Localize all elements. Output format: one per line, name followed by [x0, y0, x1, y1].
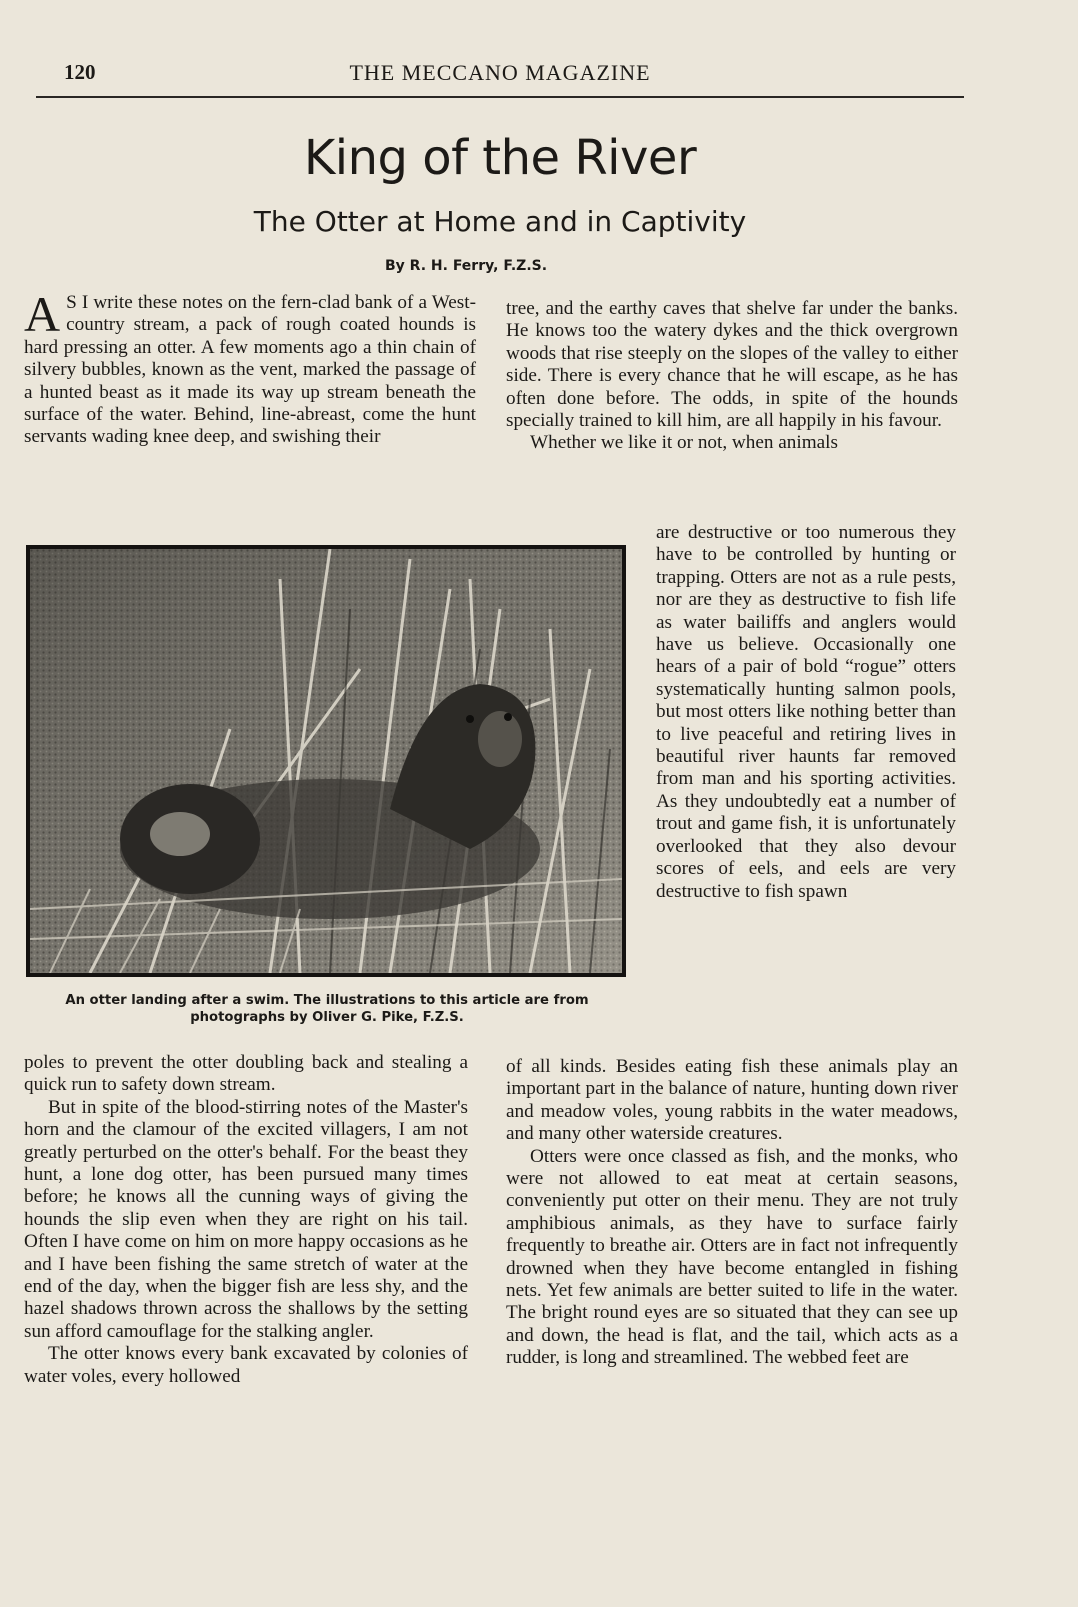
caption-line-2: photographs by Oliver G. Pike, F.Z.S. — [190, 1010, 464, 1025]
otter-photo — [26, 545, 626, 977]
paragraph: are destructive or too numerous they have to be controlled by hunting or trapping. Otters are not as a rule pests, nor are they as destructive to fish life as water bailiffs and anglers would have us believe. Occasionally one hears of a pair of bold “rogue” otters systematically hunting salmon pools, but most otters like nothing better than to live peaceful and retiring lives in beautiful river haunts far removed from man and his sporting activities. As they undoubtedly eat a number of trout and game fish, it is unfortunately overlooked that they also devour scores of eels, and eels are very destructive to fish spawn — [656, 522, 956, 902]
otter-photo-icon — [30, 549, 622, 973]
paragraph: Otters were once classed as fish, and the monks, who were not allowed to eat meat at certain seasons, conveniently put otter on their menu. They are not truly amphibious animals, as they have to surface fairly frequently to breathe air. Otters are in fact not infrequently drowned when they have become entangled in fishing nets. Yet few animals are better suited to life in the water. The bright round eyes are so situated that they can see up and down, the head is flat, and the tail, which acts as a rudder, is long and streamlined. The webbed feet are — [506, 1145, 958, 1369]
opening-text: S I write these notes on the fern-clad bank of a West-country stream, a pack of rough coated hounds is hard pressing an otter. A few moments ago a thin chain of silvery bubbles, known as the vent, marked the passage of a hunted beast as it made its way up stream beneath the surface of the water. Behind, line-abreast, come the hunt servants wading knee deep, and swishing their — [24, 292, 476, 448]
paragraph: The otter knows every bank excavated by colonies of water voles, every hollowed — [24, 1343, 468, 1387]
paragraph: But in spite of the blood-stirring notes of the Master's horn and the clamour of the excited villagers, I am not greatly perturbed on the otter's behalf. For the beast they hunt, a lone dog otter, has been pursued many times before; he knows all the cunning ways of giving the hounds the slip even when they are right on his tail. Often I have come on him on more happy occasions as he and I have been fishing the same stretch of water at the end of the day, when the bigger fish are less shy, and the hazel shadows thrown across the shallows by the setting sun afford camouflage for the stalking angler. — [24, 1096, 468, 1342]
article-title: King of the River — [303, 130, 697, 186]
article-subtitle: The Otter at Home and in Captivity — [253, 205, 747, 238]
magazine-title: THE MECCANO MAGAZINE — [349, 60, 651, 85]
paragraph: poles to prevent the otter doubling back and stealing a quick run to safety down stream. — [24, 1052, 468, 1096]
paragraph: of all kinds. Besides eating fish these animals play an important part in the balance of nature, hunting down river and meadow voles, young rabbits in the water meadows, and many other waterside creatures. — [506, 1056, 958, 1145]
byline: By R. H. Ferry, F.Z.S. — [385, 258, 548, 274]
column-left-top — [24, 286, 476, 449]
paragraph: Whether we like it or not, when animals — [530, 432, 838, 454]
photo-caption — [22, 992, 632, 1026]
opening-paragraph — [24, 286, 476, 449]
column-right-narrow — [656, 522, 956, 903]
column-left-bottom — [24, 1052, 468, 1388]
drop-cap: A — [24, 286, 61, 342]
paragraph: tree, and the earthy caves that shelve far under the banks. He knows too the watery dykes and the thick overgrown woods that rise steeply on the slopes of the valley to either side. There is every chance that he will escape, as he has often done before. The odds, in spite of the hounds specially trained to kill him, are all happily in his favour. — [506, 298, 958, 432]
caption-line-1: An otter landing after a swim. The illustrations to this article are from — [65, 993, 589, 1008]
column-right-bottom — [506, 1056, 958, 1370]
page-header — [36, 58, 964, 98]
column-right-top — [506, 298, 958, 455]
page-number: 120 — [64, 60, 96, 84]
